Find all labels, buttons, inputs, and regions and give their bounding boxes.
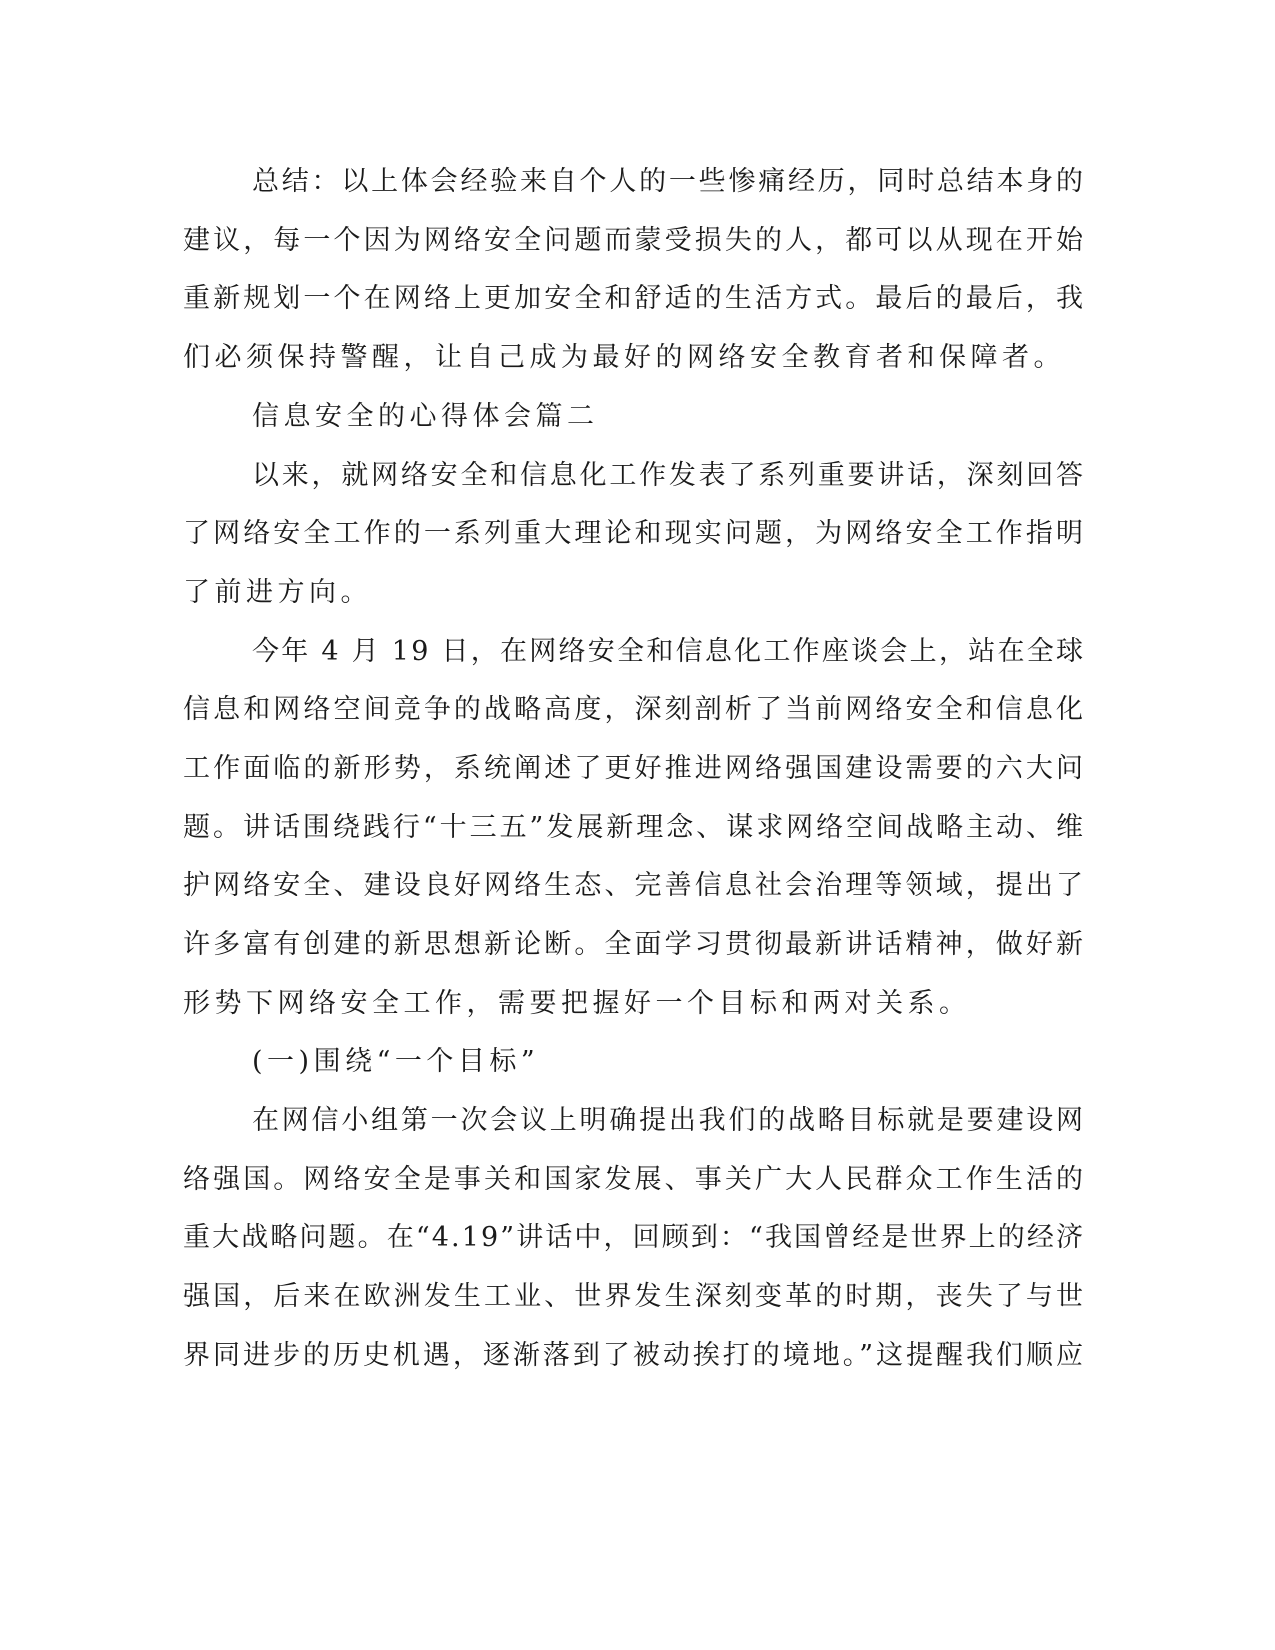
text-line-7: 了网络安全工作的一系列重大理论和现实问题，为网络安全工作指明 (183, 518, 1087, 549)
text-line-21: 界同进步的历史机遇，逐渐落到了被动挨打的境地。”这提醒我们顺应 (183, 1340, 1086, 1371)
text-line-6: 以来，就网络安全和信息化工作发表了系列重要讲话，深刻回答 (252, 460, 1086, 491)
text-line-20: 强国，后来在欧洲发生工业、世界发生深刻变革的时期，丧失了与世 (183, 1281, 1087, 1312)
text-line-10: 信息和网络空间竞争的战略高度，深刻剖析了当前网络安全和信息化 (183, 694, 1087, 725)
text-line-1: 总结：以上体会经验来自个人的一些惨痛经历，同时总结本身的 (252, 166, 1086, 197)
text-line-2: 建议，每一个因为网络安全问题而蒙受损失的人，都可以从现在开始 (183, 225, 1087, 256)
text-line-4: 们必须保持警醒，让自己成为最好的网络安全教育者和保障者。 (183, 342, 1065, 373)
text-line-15: 形势下网络安全工作，需要把握好一个目标和两对关系。 (183, 988, 971, 1019)
text-line-8: 了前进方向。 (183, 577, 372, 608)
subsection-heading: (一)围绕“一个目标” (252, 1046, 540, 1077)
text-line-14: 许多富有创建的新思想新论断。全面学习贯彻最新讲话精神，做好新 (183, 929, 1087, 960)
text-line-18: 络强国。网络安全是事关和国家发展、事关广大人民群众工作生活的 (183, 1164, 1087, 1195)
text-line-3: 重新规划一个在网络上更加安全和舒适的生活方式。最后的最后，我 (183, 283, 1087, 314)
text-line-17: 在网信小组第一次会议上明确提出我们的战略目标就是要建设网 (252, 1105, 1086, 1136)
text-line-12: 题。讲话围绕践行“十三五”发展新理念、谋求网络空间战略主动、维 (183, 812, 1086, 843)
section-heading: 信息安全的心得体会篇二 (252, 401, 599, 432)
text-line-11: 工作面临的新形势，系统阐述了更好推进网络强国建设需要的六大问 (183, 753, 1087, 784)
text-line-13: 护网络安全、建设良好网络生态、完善信息社会治理等领域，提出了 (183, 870, 1087, 901)
text-line-19: 重大战略问题。在“4.19”讲话中，回顾到：“我国曾经是世界上的经济 (183, 1222, 1086, 1253)
text-line-9: 今年 4 月 19 日，在网络安全和信息化工作座谈会上，站在全球 (252, 636, 1086, 667)
